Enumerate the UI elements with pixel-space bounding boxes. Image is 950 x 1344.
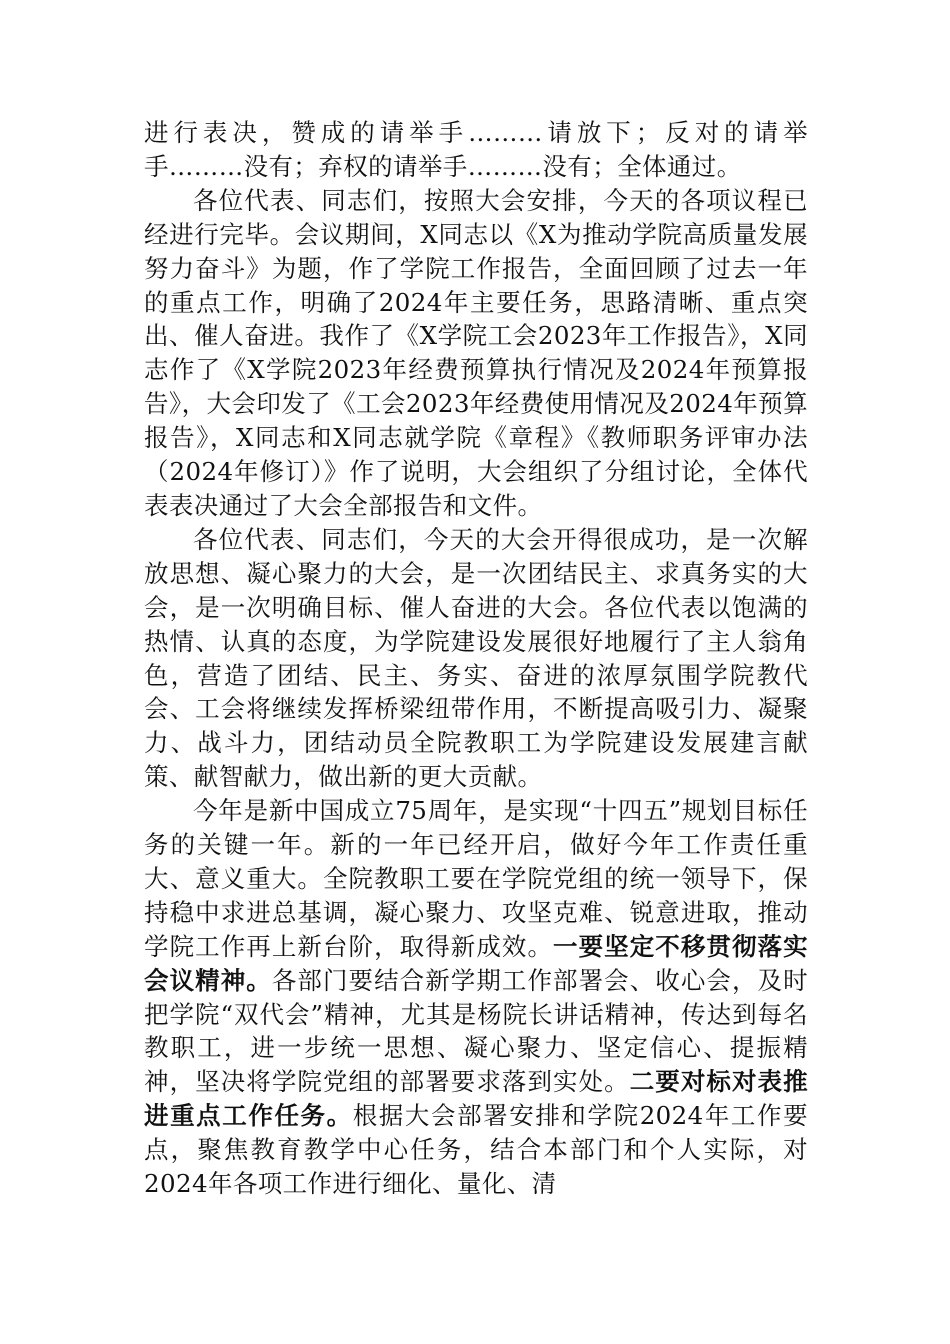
paragraph-text: 根据大会部署安排和学院2024年工作要点，聚焦教育教学中心任务，结合本部门和个人实际，对2024年各项工作进行细化、量化、清 <box>144 1101 809 1199</box>
paragraph-conference-success <box>144 523 808 794</box>
paragraph-text: 各部门要结合新学期工作部署会、收心会，及时把学院“双代会”精神，尤其是杨院长讲话精神，传达到每名教职工，进一步统一思想、凝心聚力、坚定信心、提振精神，坚决将学院党组的部署要求落到实处。 <box>144 965 809 1097</box>
paragraph-text: 进行表决，赞成的请举手………请放下；反对的请举手………没有；弃权的请举手………没有；全体通过。 <box>144 118 808 181</box>
paragraph-text: 各位代表、同志们，按照大会安排，今天的各项议程已经进行完毕。会议期间，X同志以《X为推动学院高质量发展努力奋斗》为题，作了学院工作报告，全面回顾了过去一年的重点工作，明确了2024年主要任务，思路清晰、重点突出、催人奋进。我作了《X学院工会2023年工作报告》，X同志作了《X学院2023年经费预算执行情况及2024年预算报告》，大会印发了《工会2023年经费使用情况及2024年预算报告》，X同志和X同志就学院《章程》《教师职务评审办法（2024年修订）》作了说明，大会组织了分组讨论，全体代表表决通过了大会全部报告和文件。 <box>144 185 808 520</box>
bold-heading-two: 二要对标对表推进重点工作任务。 <box>144 1067 808 1131</box>
paragraph-text: 各位代表、同志们，今天的大会开得很成功，是一次解放思想、凝心聚力的大会，是一次团结民主、求真务实的大会，是一次明确目标、催人奋进的大会。各位代表以饱满的热情、认真的态度，为学院建设发展很好地履行了主人翁角色，营造了团结、民主、务实、奋进的浓厚氛围学院教代会、工会将继续发挥桥梁纽带作用，不断提高吸引力、凝聚力、战斗力，团结动员全院教职工为学院建设发展建言献策、献智献力，做出新的更大贡献。 <box>144 524 808 792</box>
paragraph-text: 今年是新中国成立75周年，是实现“十四五”规划目标任务的关键一年。新的一年已经开启，做好今年工作责任重大、意义重大。全院教职工要在学院党组的统一领导下，保持稳中求进总基调，凝心聚力、攻坚克难、锐意进取，推动学院工作再上新台阶，取得新成效。 <box>144 796 808 961</box>
paragraph-agenda-summary <box>144 184 808 523</box>
bold-heading-one: 一要坚定不移贯彻落实会议精神。 <box>144 931 809 995</box>
paragraph-vote-result <box>144 116 808 184</box>
paragraph-work-requirements <box>144 794 808 1201</box>
document-body <box>144 116 808 1201</box>
